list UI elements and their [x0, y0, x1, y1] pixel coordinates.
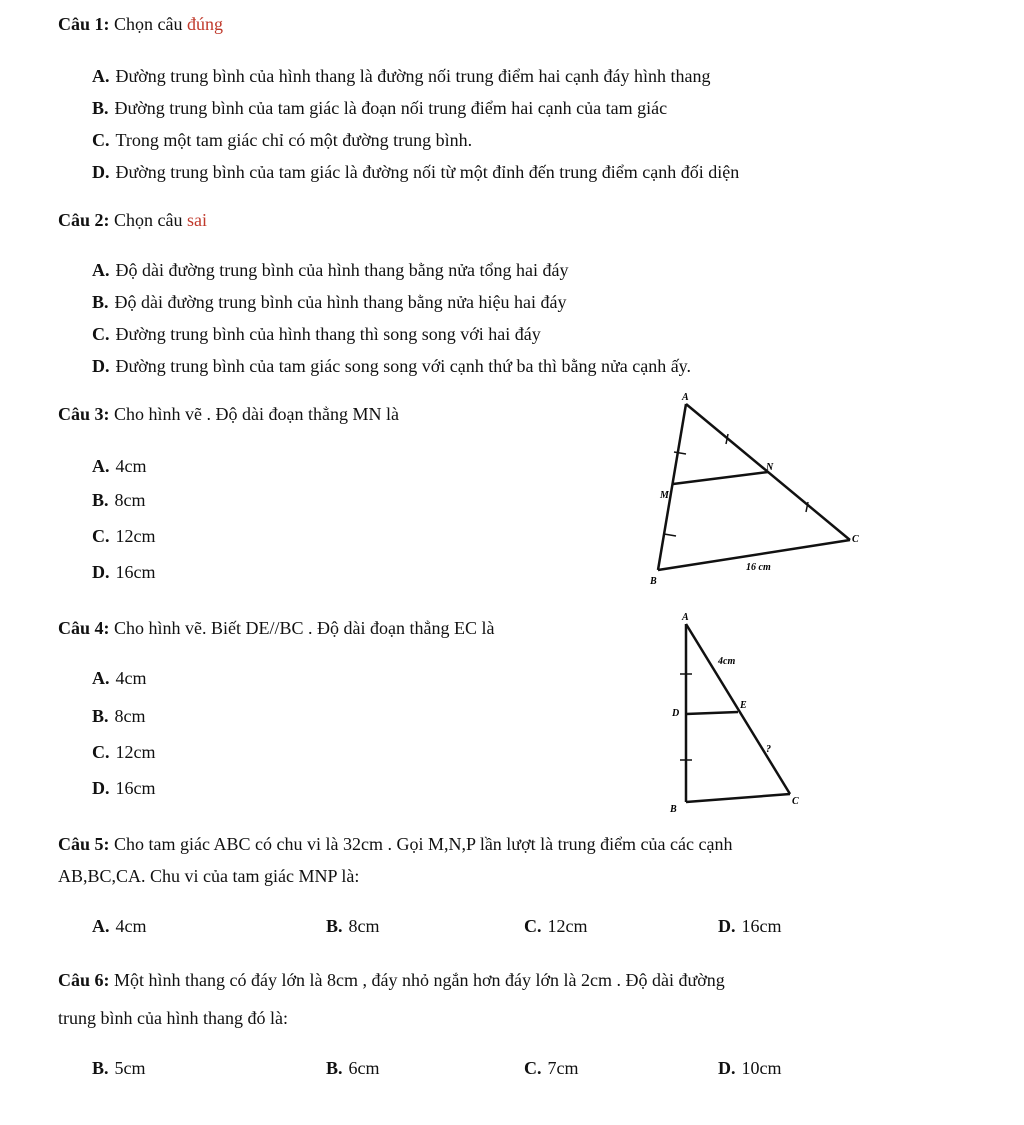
q4-side-ac: [686, 624, 790, 794]
q4-option-c[interactable]: C. 12cm: [92, 742, 156, 762]
q2-option-a[interactable]: A. Độ dài đường trung bình của hình thang bằng nửa tổng hai đáy: [92, 260, 569, 280]
q6-option-2[interactable]: B. 6cm: [326, 1058, 380, 1078]
question-4-title: [58, 618, 494, 639]
q3-label-a: A: [682, 392, 689, 403]
q2-option-b[interactable]: B. Độ dài đường trung bình của hình thang bằng nửa hiệu hai đáy: [92, 292, 567, 312]
question-6-line-1: [58, 970, 725, 991]
question-2-emphasis: sai: [187, 210, 207, 230]
question-4-label: Câu 4:: [58, 618, 110, 638]
q3-option-c[interactable]: C. 12cm: [92, 526, 156, 546]
q5-option-d[interactable]: D. 16cm: [718, 916, 782, 936]
q2-option-d[interactable]: D. Đường trung bình của tam giác song song với cạnh thứ ba thì bằng nửa cạnh ấy.: [92, 356, 692, 376]
q1-option-a[interactable]: A. Đường trung bình của hình thang là đường nối trung điểm hai cạnh đáy hình thang: [92, 66, 711, 86]
question-2-prompt: Chọn câu: [114, 210, 183, 230]
q3-option-a[interactable]: A. 4cm: [92, 456, 147, 476]
q4-triangle-figure: [666, 612, 816, 822]
q4-option-a[interactable]: A. 4cm: [92, 668, 147, 688]
q3-triangle-figure: [640, 390, 870, 600]
q3-tick-an: [726, 434, 728, 444]
question-3-label: Câu 3:: [58, 404, 110, 424]
question-1-emphasis: đúng: [187, 14, 223, 34]
question-5-line-2: AB,BC,CA. Chu vi của tam giác MNP là:: [58, 866, 360, 886]
q3-label-c: C: [852, 534, 859, 545]
q1-option-c[interactable]: C. Trong một tam giác chỉ có một đường trung bình.: [92, 130, 473, 150]
q3-tick-am: [674, 452, 686, 454]
question-4-prompt: Cho hình vẽ. Biết DE//BC . Độ dài đoạn thẳng EC là: [114, 618, 495, 638]
q5-option-b[interactable]: B. 8cm: [326, 916, 380, 936]
q4-label-e: E: [740, 700, 747, 711]
question-5-prompt: Cho tam giác ABC có chu vi là 32cm . Gọi M,N,P lần lượt là trung điểm của các cạnh: [114, 834, 733, 854]
q3-label-bc-length: 16 cm: [746, 562, 771, 573]
q3-label-m: M: [660, 490, 669, 501]
question-6-prompt: Một hình thang có đáy lớn là 8cm , đáy nhỏ ngắn hơn đáy lớn là 2cm . Độ dài đường: [114, 970, 725, 990]
q4-side-bc: [686, 794, 790, 802]
q2-option-c[interactable]: C. Đường trung bình của hình thang thì song song với hai đáy: [92, 324, 541, 344]
q4-option-d[interactable]: D. 16cm: [92, 778, 156, 798]
q4-label-a: A: [682, 612, 689, 623]
q3-segment-mn: [673, 472, 768, 484]
q3-tick-mb: [664, 534, 676, 536]
q4-segment-de: [686, 712, 738, 714]
question-5-line-1: [58, 834, 732, 855]
question-1-title: [58, 14, 223, 35]
q3-side-ab: [658, 404, 686, 570]
q5-option-a[interactable]: A. 4cm: [92, 916, 147, 936]
q6-option-3[interactable]: C. 7cm: [524, 1058, 579, 1078]
question-1-prompt: Chọn câu: [114, 14, 183, 34]
q5-option-c[interactable]: C. 12cm: [524, 916, 588, 936]
question-6-label: Câu 6:: [58, 970, 110, 990]
q4-label-ec-unknown: ?: [766, 744, 771, 755]
q1-option-b[interactable]: B. Đường trung bình của tam giác là đoạn nối trung điểm hai cạnh của tam giác: [92, 98, 668, 118]
question-5-label: Câu 5:: [58, 834, 110, 854]
q1-option-d[interactable]: D. Đường trung bình của tam giác là đường nối từ một đỉnh đến trung điểm cạnh đối diện: [92, 162, 740, 182]
q4-label-b: B: [670, 804, 677, 815]
question-2-label: Câu 2:: [58, 210, 110, 230]
q4-label-c: C: [792, 796, 799, 807]
question-1-label: Câu 1:: [58, 14, 110, 34]
q6-option-1[interactable]: B. 5cm: [92, 1058, 146, 1078]
question-3-prompt: Cho hình vẽ . Độ dài đoạn thẳng MN là: [114, 404, 399, 424]
q6-option-4[interactable]: D. 10cm: [718, 1058, 782, 1078]
q3-label-b: B: [650, 576, 657, 587]
q4-label-d: D: [672, 708, 680, 719]
q3-option-d[interactable]: D. 16cm: [92, 562, 156, 582]
q4-label-ae-length: 4cm: [718, 656, 736, 667]
q3-label-n: N: [766, 462, 774, 473]
q4-option-b[interactable]: B. 8cm: [92, 706, 146, 726]
question-2-title: [58, 210, 207, 231]
question-3-title: [58, 404, 399, 425]
question-6-line-2: trung bình của hình thang đó là:: [58, 1008, 288, 1028]
q3-option-b[interactable]: B. 8cm: [92, 490, 146, 510]
